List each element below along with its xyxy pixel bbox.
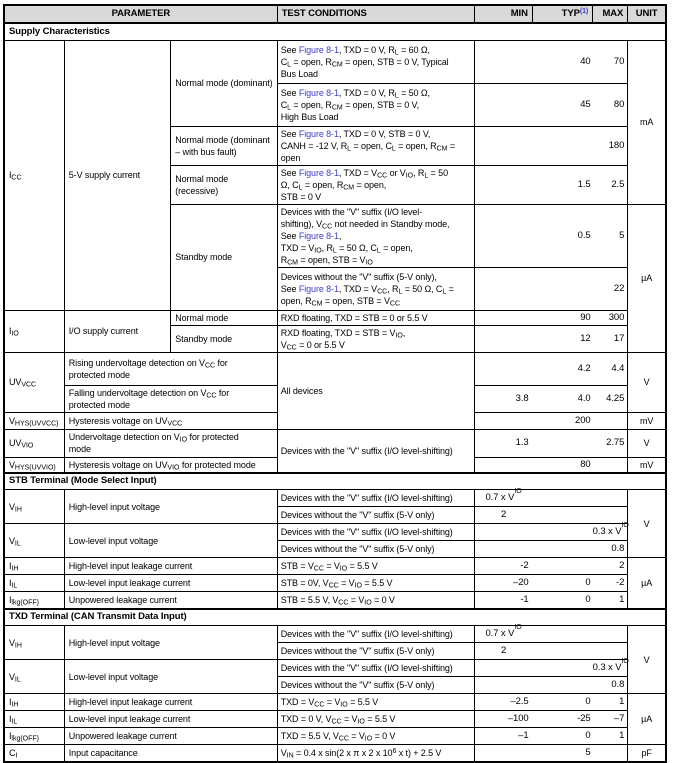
row-txd-ilkg-off [4, 728, 666, 745]
param-falling-undervoltage: Falling undervoltage detection on $V_{CC}$ for protected mode [64, 385, 277, 412]
mode-normal: Normal mode [171, 310, 277, 325]
section-supply-characteristics [4, 23, 666, 40]
symbol-uvvcc: $UV_{VCC}$ [4, 352, 64, 412]
row-txd-iil [4, 711, 666, 728]
value-cell: 2 [474, 643, 628, 660]
figure-8-1-link[interactable]: Figure 8-1 [298, 128, 339, 139]
param-undervoltage-vio: Undervoltage detection on $V_{IO}$ for protected mode [64, 429, 277, 457]
row-stb-iih [4, 558, 666, 575]
value-cell: 0.8 [474, 677, 628, 694]
value-cell: 40 70 [474, 40, 628, 83]
value-cell: 0.3 x V IO [474, 524, 628, 541]
test-conditions-v-suffix: Devices with the "V" suffix (I/O level-shifting) [277, 429, 474, 473]
param-io-supply-current: I/O supply current [64, 310, 170, 352]
test-conditions-v-suffix: Devices with the "V" suffix (I/O level-shifting) [277, 524, 474, 541]
unit-ua: µA [628, 558, 666, 609]
col-max: MAX [593, 5, 628, 23]
value-cell: 3.8 4.0 4.25 [474, 385, 628, 412]
row-uvvio [4, 429, 666, 457]
param-low-level-input-voltage: Low-level input voltage [64, 524, 277, 558]
param-high-level-input-voltage: High-level input voltage [64, 626, 277, 660]
row-txd-vil-v-suffix [4, 660, 666, 677]
mode-normal-dominant: Normal mode (dominant) [171, 40, 277, 126]
symbol-vil: $V_{IL}$ [4, 660, 64, 694]
row-uvvcc-rising [4, 352, 666, 385]
symbol-ilkg-off: $I_{lkg(OFF)}$ [4, 728, 64, 745]
test-conditions-5v: Devices without the "V" suffix (5-V only) [277, 507, 474, 524]
symbol-vil: $V_{IL}$ [4, 524, 64, 558]
col-unit: UNIT [628, 5, 666, 23]
unit-ma: mA [628, 40, 666, 204]
test-conditions-cell: See Figure 8-1, TXD = 0 V, $R_L = 50$ Ω, $C_L$ = open, $R_{CM}$ = open, STB = 0 V, High Bus Load [277, 83, 474, 126]
symbol-iih: $I_{IH}$ [4, 558, 64, 575]
row-stb-ilkg-off [4, 592, 666, 609]
param-unpowered-leakage: Unpowered leakage current [64, 592, 277, 609]
value-cell: 180 [474, 126, 628, 165]
unit-pf: pF [628, 745, 666, 762]
param-high-level-input-voltage: High-level input voltage [64, 490, 277, 524]
value-cell: 5 [474, 745, 628, 762]
value-cell: 200 [474, 412, 628, 429]
col-parameter: PARAMETER [4, 5, 277, 23]
unit-mv: mV [628, 412, 666, 429]
section-title: STB Terminal (Mode Select Input) [4, 473, 666, 490]
value-cell: 0.7 x V IO [474, 490, 628, 507]
value-cell: 0.5 5 [474, 204, 628, 267]
unit-v: V [628, 490, 666, 558]
figure-8-1-link[interactable]: Figure 8-1 [298, 44, 339, 55]
unit-ua: µA [628, 204, 666, 352]
value-cell: 1.3 2.75 [474, 429, 628, 457]
value-cell: 90 300 [474, 310, 628, 325]
section-txd-terminal [4, 609, 666, 626]
value-cell: 12 17 [474, 325, 628, 352]
figure-8-1-link[interactable]: Figure 8-1 [298, 87, 339, 98]
value-cell: 0.3 x V IO [474, 660, 628, 677]
typ-footnote-link[interactable]: (1) [579, 8, 589, 15]
param-rising-undervoltage: Rising undervoltage detection on $V_{CC}$ for protected mode [64, 352, 277, 385]
row-stb-vih-v-suffix [4, 490, 666, 507]
param-unpowered-leakage: Unpowered leakage current [64, 728, 277, 745]
symbol-iil: $I_{IL}$ [4, 711, 64, 728]
test-conditions-cell: TXD = 5.5 V, $V_{CC} = V_{IO} = 0$ V [277, 728, 474, 745]
symbol-vih: $V_{IH}$ [4, 626, 64, 660]
test-conditions-cell: Devices without the "V" suffix (5-V only), See Figure 8-1, TXD = $V_{CC}$, $R_L = 50$ Ω, $C_L$ = open, $R_{CM}$ = open, STB = $V_{CC}$ [277, 267, 474, 310]
col-typ: TYP$^{(1)}$ [532, 5, 592, 23]
param-hysteresis-uvvcc: Hysteresis voltage on $UV_{VCC}$ [64, 412, 277, 429]
value-cell: 2 [474, 507, 628, 524]
test-conditions-cell: TXD = $V_{CC} = V_{IO} = 5.5$ V [277, 694, 474, 711]
unit-v: V [628, 626, 666, 694]
unit-v: V [628, 352, 666, 412]
value-cell: 45 80 [474, 83, 628, 126]
mode-normal-recessive: Normal mode (recessive) [171, 165, 277, 204]
test-conditions-cell: Devices with the "V" suffix (I/O level- shifting), $V_{CC}$ not needed in Standby mode, See Figure 8-1, TXD = $V_{IO}$, $R_L = 50$ Ω, $C_L$ = open, $R_{CM}$ = open, STB = $V_{IO}$ [277, 204, 474, 267]
symbol-iio: $I_{IO}$ [4, 310, 64, 352]
param-low-level-leakage: Low-level input leakage current [64, 711, 277, 728]
section-title: Supply Characteristics [4, 23, 666, 40]
symbol-ci: $C_I$ [4, 745, 64, 762]
datasheet-page [0, 4, 673, 760]
param-low-level-leakage: Low-level input leakage current [64, 575, 277, 592]
test-conditions-cell: See Figure 8-1, TXD = 0 V, $R_L = 60$ Ω, $C_L$ = open, $R_{CM}$ = open, STB = 0 V, Typical Bus Load [277, 40, 474, 83]
value-cell: 4.2 4.4 [474, 352, 628, 385]
row-stb-iil [4, 575, 666, 592]
col-min: MIN [474, 5, 532, 23]
value-cell: –20 0 -2 [474, 575, 628, 592]
mode-normal-dominant-bus-fault: Normal mode (dominant – with bus fault) [171, 126, 277, 165]
row-icc-normal-dominant-typical [4, 40, 666, 83]
value-cell: 0.8 [474, 541, 628, 558]
param-hysteresis-uvvio: Hysteresis voltage on $UV_{VIO}$ for protected mode [64, 457, 277, 473]
test-conditions-cell: STB = 0V, $V_{CC} = V_{IO} = 5.5$ V [277, 575, 474, 592]
test-conditions-cell: TXD = 0 V, $V_{CC} = V_{IO} = 5.5$ V [277, 711, 474, 728]
value-cell: –2.5 0 1 [474, 694, 628, 711]
symbol-vih: $V_{IH}$ [4, 490, 64, 524]
value-cell: 1.5 2.5 [474, 165, 628, 204]
row-txd-vih-v-suffix [4, 626, 666, 643]
value-cell: 80 [474, 457, 628, 473]
electrical-characteristics-table [3, 4, 667, 763]
section-stb-terminal [4, 473, 666, 490]
table-header-row [4, 5, 666, 23]
col-test-conditions: TEST CONDITIONS [277, 5, 474, 23]
test-conditions-cell: See Figure 8-1, TXD = 0 V, STB = 0 V, CANH = -12 V, $R_L$ = open, $C_L$ = open, $R_{CM}$ = open [277, 126, 474, 165]
test-conditions-v-suffix: Devices with the "V" suffix (I/O level-shifting) [277, 626, 474, 643]
value-cell: 0.7 x V IO [474, 626, 628, 643]
symbol-iil: $I_{IL}$ [4, 575, 64, 592]
test-conditions-5v: Devices without the "V" suffix (5-V only) [277, 677, 474, 694]
test-conditions-cell: STB = 5.5 V, $V_{CC} = V_{IO} = 0$ V [277, 592, 474, 609]
unit-mv: mV [628, 457, 666, 473]
unit-v: V [628, 429, 666, 457]
value-cell: –1 0 1 [474, 728, 628, 745]
value-cell: –100 -25 –7 [474, 711, 628, 728]
param-high-level-leakage: High-level input leakage current [64, 558, 277, 575]
value-cell: -1 0 1 [474, 592, 628, 609]
mode-standby: Standby mode [171, 325, 277, 352]
symbol-icc: $I_{CC}$ [4, 40, 64, 310]
symbol-uvvio: $UV_{VIO}$ [4, 429, 64, 457]
value-cell: 22 [474, 267, 628, 310]
symbol-iih: $I_{IH}$ [4, 694, 64, 711]
test-conditions-cell: RXD floating, TXD = STB = 0 or 5.5 V [277, 310, 474, 325]
test-conditions-cell: See Figure 8-1, TXD = $V_{CC}$ or $V_{IO}$, $R_L = 50$ Ω, $C_L$ = open, $R_{CM}$ = open, STB = 0 V [277, 165, 474, 204]
test-conditions-cell: $V_{IN} = 0.4$ x sin(2 x π x 2 x $10^6$ x t) + 2.5 V [277, 745, 474, 762]
figure-8-1-link[interactable]: Figure 8-1 [298, 167, 339, 178]
figure-8-1-link[interactable]: Figure 8-1 [298, 230, 339, 241]
test-conditions-all-devices: All devices [277, 352, 474, 429]
test-conditions-cell: RXD floating, TXD = STB = $V_{IO}$, $V_{CC} = 0$ or 5.5 V [277, 325, 474, 352]
test-conditions-5v: Devices without the "V" suffix (5-V only) [277, 643, 474, 660]
value-cell: -2 2 [474, 558, 628, 575]
param-high-level-leakage: High-level input leakage current [64, 694, 277, 711]
row-ci-input-capacitance [4, 745, 666, 762]
test-conditions-cell: STB = $V_{CC} = V_{IO} = 5.5$ V [277, 558, 474, 575]
test-conditions-5v: Devices without the "V" suffix (5-V only) [277, 541, 474, 558]
param-input-capacitance: Input capacitance [64, 745, 277, 762]
param-5v-supply-current: 5-V supply current [64, 40, 170, 310]
test-conditions-v-suffix: Devices with the "V" suffix (I/O level-shifting) [277, 660, 474, 677]
section-title: TXD Terminal (CAN Transmit Data Input) [4, 609, 666, 626]
unit-ua: µA [628, 694, 666, 745]
symbol-vhys-uvvcc: $V_{HYS(UVVCC)}$ [4, 412, 64, 429]
symbol-ilkg-off: $I_{lkg(OFF)}$ [4, 592, 64, 609]
row-txd-iih [4, 694, 666, 711]
symbol-vhys-uvvio: $V_{HYS(UVVIO)}$ [4, 457, 64, 473]
figure-8-1-link[interactable]: Figure 8-1 [298, 283, 339, 294]
row-iio-normal [4, 310, 666, 325]
mode-standby: Standby mode [171, 204, 277, 310]
test-conditions-v-suffix: Devices with the "V" suffix (I/O level-shifting) [277, 490, 474, 507]
row-stb-vil-v-suffix [4, 524, 666, 541]
param-low-level-input-voltage: Low-level input voltage [64, 660, 277, 694]
